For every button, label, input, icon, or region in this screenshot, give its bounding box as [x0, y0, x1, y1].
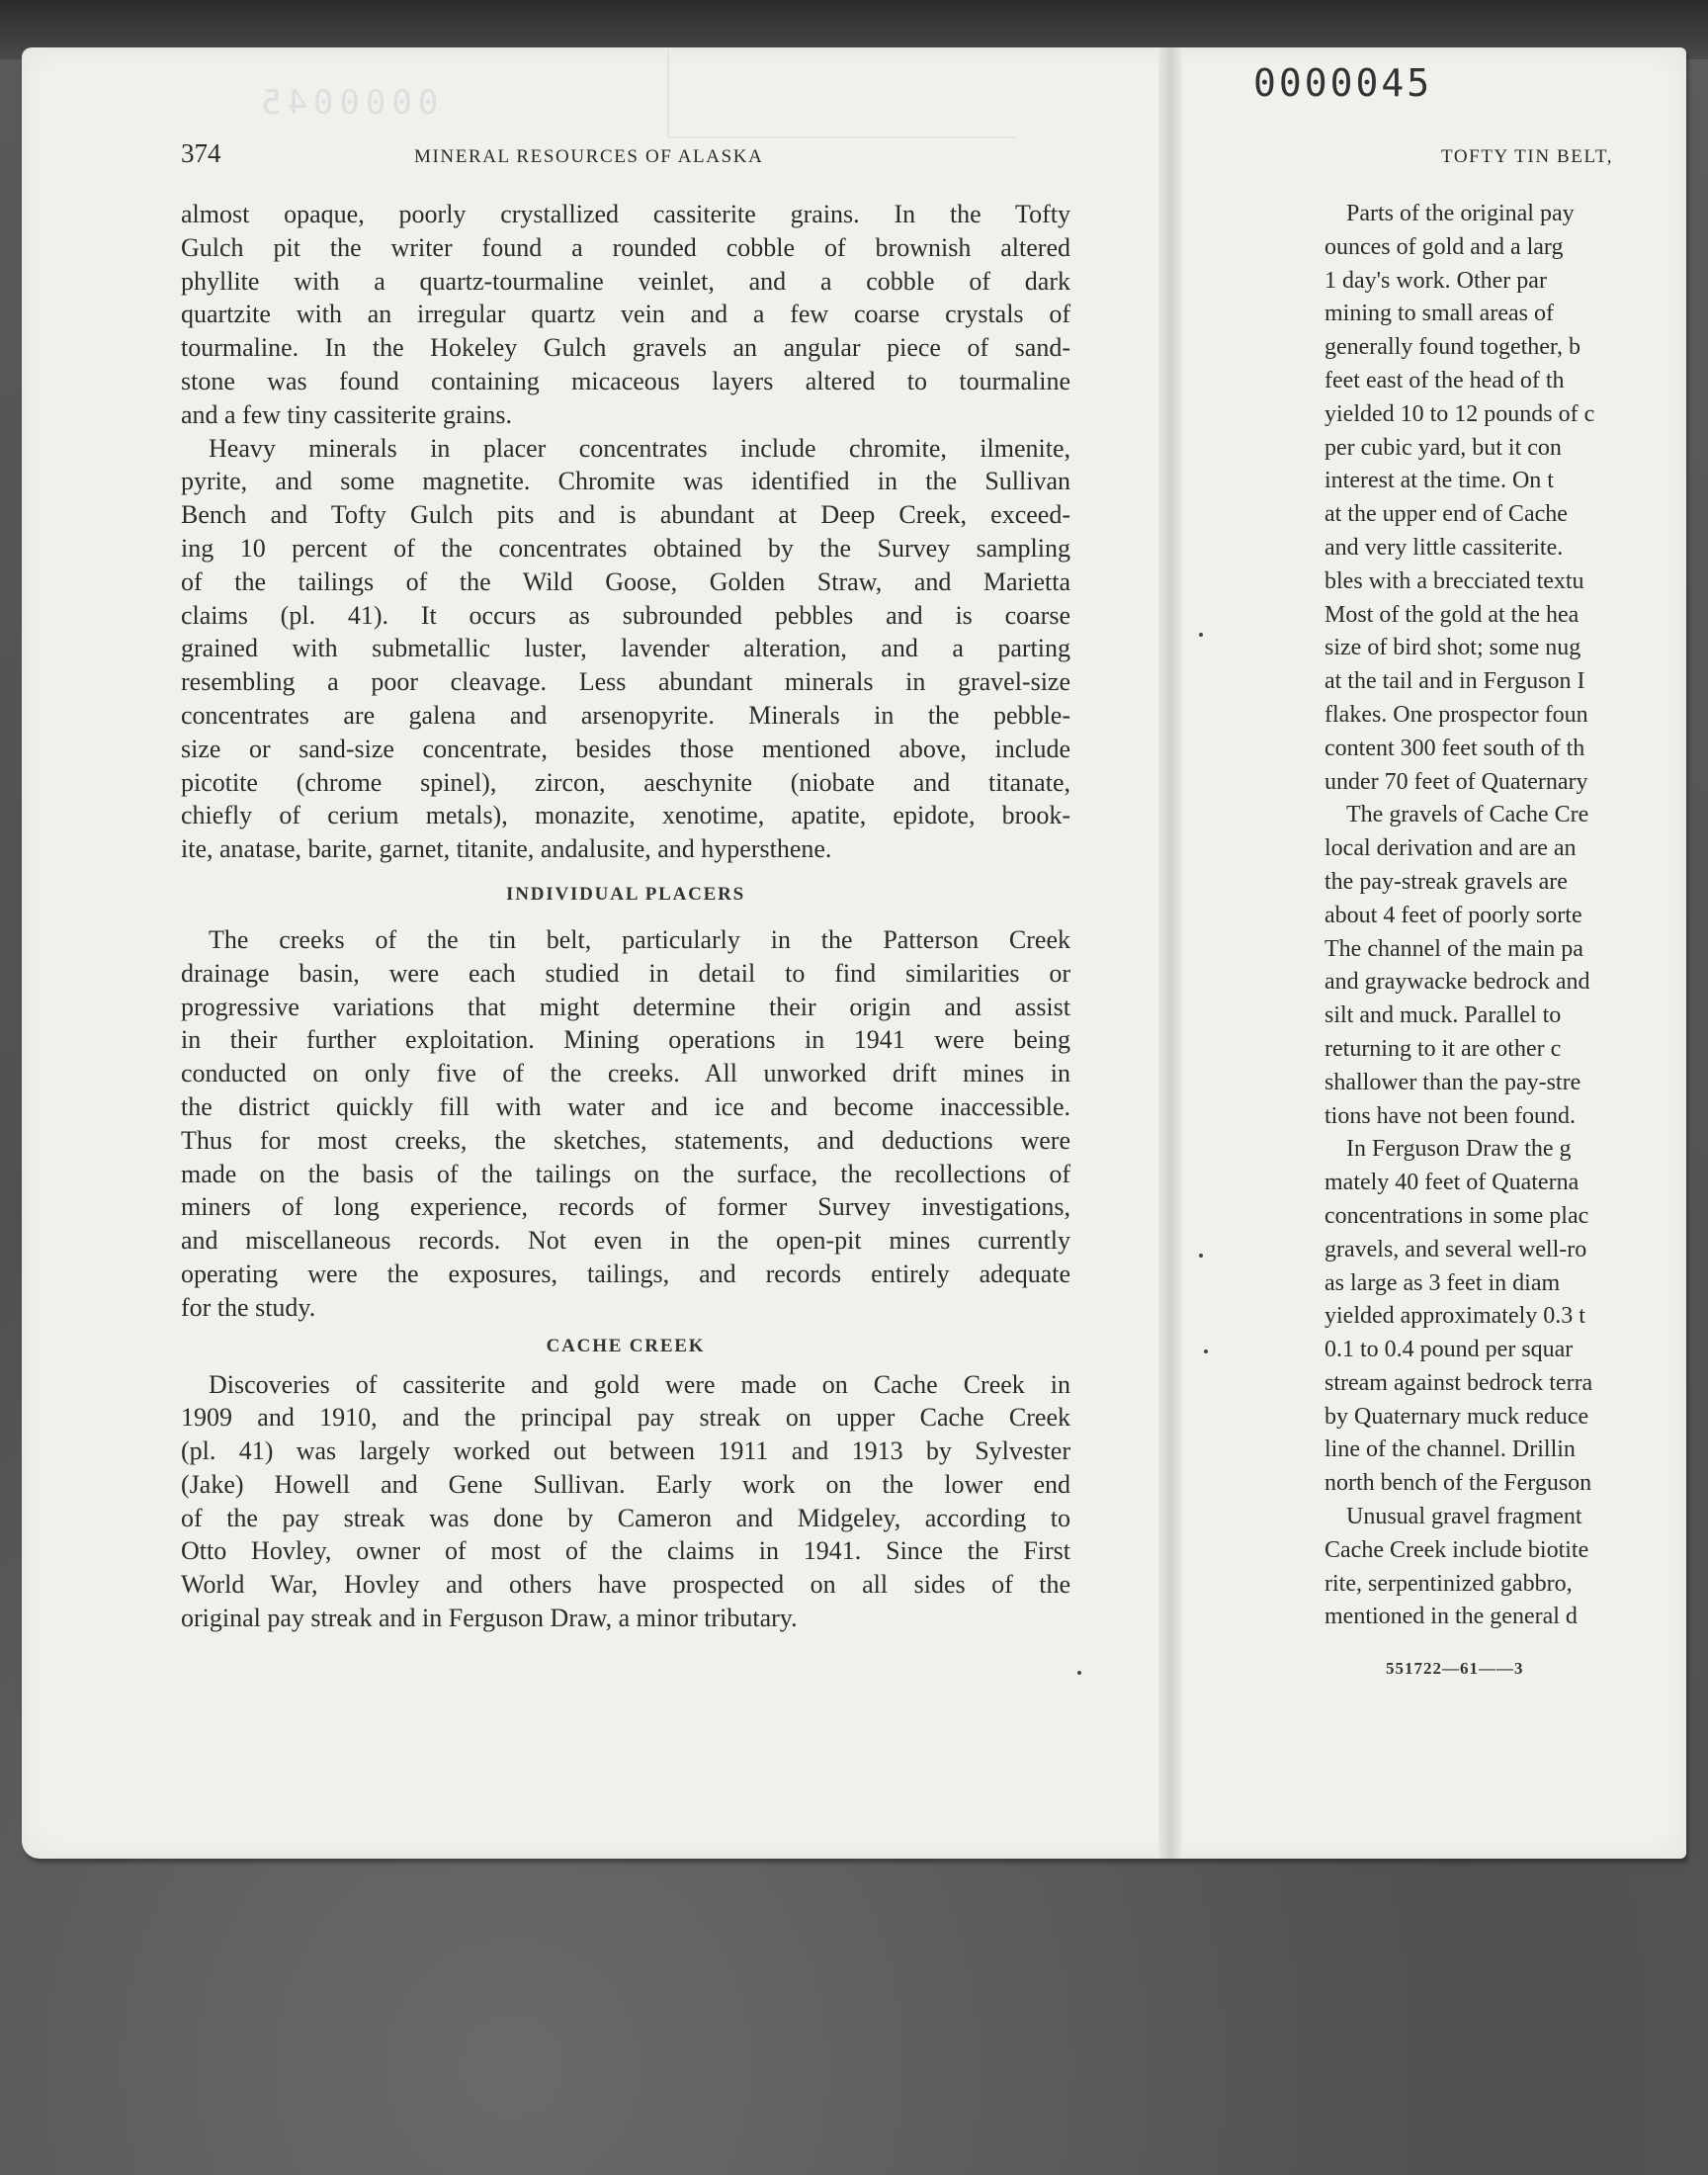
- right-text-line: 0.1 to 0.4 pound per squar: [1324, 1337, 1574, 1363]
- right-text-line: flakes. One prospector foun: [1324, 701, 1588, 728]
- right-text-line: returning to it are other c: [1324, 1035, 1562, 1062]
- text-line: 1909 and 1910, and the principal pay streak on upper Cache Creek: [181, 1403, 1070, 1433]
- paragraph-4: [181, 1368, 1070, 1635]
- text-line: almost opaque, poorly crystallized cassiterite grains. In the Tofty: [181, 200, 1070, 228]
- right-text-line: silt and muck. Parallel to: [1324, 1002, 1562, 1029]
- text-line: stone was found containing micaceous layers altered to tourmaline: [181, 366, 1070, 395]
- text-line: pyrite, and some magnetite. Chromite was identified in the Sullivan: [181, 467, 1070, 496]
- text-line: (pl. 41) was largely worked out between 1911 and 1913 by Sylvester: [181, 1436, 1070, 1466]
- text-line: the district quickly fill with water and ice and become inaccessible.: [181, 1091, 1070, 1121]
- document-number-stamp: 0000045: [1253, 61, 1433, 105]
- right-text-line: and graywacke bedrock and: [1324, 969, 1590, 996]
- right-text-line: tions have not been found.: [1324, 1102, 1576, 1129]
- paragraph-1: [181, 198, 1070, 432]
- text-line: ite, anatase, barite, garnet, titanite, andalusite, and hypersthene.: [181, 834, 832, 864]
- text-line: miners of long experience, records of former Survey investigations,: [181, 1192, 1070, 1222]
- text-line: Gulch pit the writer found a rounded cobble of brownish altered: [181, 232, 1070, 262]
- right-text-line: Cache Creek include biotite: [1324, 1536, 1589, 1563]
- right-text-line: yielded approximately 0.3 t: [1324, 1303, 1585, 1330]
- text-line: Discoveries of cassiterite and gold were made on Cache Creek in: [209, 1369, 1070, 1399]
- right-text-line: yielded 10 to 12 pounds of c: [1324, 400, 1595, 427]
- scan-speck: [1077, 1671, 1081, 1675]
- text-line: operating were the exposures, tailings, and records entirely adequate: [181, 1259, 1070, 1288]
- text-line: of the tailings of the Wild Goose, Golden Straw, and Marietta: [181, 566, 1070, 596]
- text-line: phyllite with a quartz-tourmaline veinlet, and a cobble of dark: [181, 266, 1070, 296]
- right-text-line: rite, serpentinized gabbro,: [1324, 1570, 1573, 1597]
- right-text-line: local derivation and are an: [1324, 835, 1577, 862]
- right-text-line: bles with a brecciated textu: [1324, 567, 1584, 594]
- right-text-line: the pay-streak gravels are: [1324, 868, 1568, 895]
- right-text-line: generally found together, b: [1324, 334, 1580, 361]
- right-text-line: shallower than the pay-stre: [1324, 1069, 1581, 1095]
- right-text-line: about 4 feet of poorly sorte: [1324, 902, 1582, 928]
- right-text-line: at the tail and in Ferguson I: [1324, 668, 1585, 695]
- right-text-line: Parts of the original pay: [1346, 201, 1575, 226]
- section-heading-individual-placers: INDIVIDUAL PLACERS: [506, 883, 745, 905]
- paragraph-2: [181, 432, 1070, 866]
- text-line: drainage basin, were each studied in detail to find similarities or: [181, 958, 1070, 988]
- right-text-line: stream against bedrock terra: [1324, 1369, 1593, 1396]
- page-gutter: [1158, 47, 1182, 1859]
- scan-speck: [1204, 1349, 1208, 1353]
- right-text-line: feet east of the head of th: [1324, 367, 1565, 393]
- right-text-line: under 70 feet of Quaternary: [1324, 768, 1588, 795]
- text-line: in their further exploitation. Mining operations in 1941 were being: [181, 1025, 1070, 1055]
- text-line: claims (pl. 41). It occurs as subrounded pebbles and is coarse: [181, 600, 1070, 630]
- text-line: picotite (chrome spinel), zircon, aeschynite (niobate and titanate,: [181, 767, 1070, 797]
- text-line: progressive variations that might determine their origin and assist: [181, 992, 1070, 1021]
- running-head: [181, 138, 1070, 178]
- text-line: (Jake) Howell and Gene Sullivan. Early work on the lower end: [181, 1469, 1070, 1499]
- text-line: original pay streak and in Ferguson Draw, a minor tributary.: [181, 1604, 798, 1633]
- right-text-line: Most of the gold at the hea: [1324, 601, 1580, 628]
- text-line: of the pay streak was done by Cameron and Midgeley, according to: [181, 1503, 1070, 1532]
- right-body-text: [1324, 198, 1700, 1634]
- right-text-line: at the upper end of Cache: [1324, 501, 1568, 528]
- right-text-line: concentrations in some plac: [1324, 1202, 1589, 1229]
- body-text: [181, 198, 1070, 1635]
- section-heading-cache-creek: CACHE CREEK: [546, 1335, 706, 1356]
- text-line: tourmaline. In the Hokeley Gulch gravels an angular piece of sand-: [181, 333, 1070, 363]
- text-line: Thus for most creeks, the sketches, statements, and deductions were: [181, 1125, 1070, 1155]
- right-text-line: The channel of the main pa: [1324, 935, 1583, 962]
- text-line: chiefly of cerium metals), monazite, xenotime, apatite, epidote, brook-: [181, 801, 1070, 830]
- right-text-line: mately 40 feet of Quaterna: [1324, 1170, 1580, 1196]
- right-text-line: mining to small areas of: [1324, 301, 1554, 327]
- right-text-line: by Quaternary muck reduce: [1324, 1403, 1589, 1430]
- right-text-line: size of bird shot; some nug: [1324, 635, 1581, 661]
- right-text-line: and very little cassiterite.: [1324, 534, 1564, 561]
- right-text-line: per cubic yard, but it con: [1324, 434, 1562, 461]
- paragraph-3: [181, 923, 1070, 1325]
- text-line: Heavy minerals in placer concentrates include chromite, ilmenite,: [209, 433, 1070, 463]
- right-text-line: content 300 feet south of th: [1324, 735, 1585, 761]
- right-text-line: ounces of gold and a larg: [1324, 233, 1564, 260]
- text-line: quartzite with an irregular quartz vein and a few coarse crystals of: [181, 300, 1070, 329]
- text-line: Otto Hovley, owner of most of the claims in 1941. Since the First: [181, 1536, 1070, 1566]
- text-line: Bench and Tofty Gulch pits and is abundant at Deep Creek, exceed-: [181, 500, 1070, 530]
- running-head-title: MINERAL RESOURCES OF ALASKA: [414, 146, 764, 167]
- text-line: for the study.: [181, 1292, 316, 1322]
- right-text-line: Unusual gravel fragment: [1346, 1504, 1582, 1530]
- text-line: ing 10 percent of the concentrates obtained by the Survey sampling: [181, 533, 1070, 563]
- scan-speck: [1199, 633, 1203, 637]
- text-line: The creeks of the tin belt, particularly in the Patterson Creek: [209, 924, 1070, 954]
- right-text-line: mentioned in the general d: [1324, 1604, 1578, 1630]
- right-text-line: line of the channel. Drillin: [1324, 1436, 1576, 1463]
- right-text-line: interest at the time. On t: [1324, 468, 1554, 494]
- text-line: and a few tiny cassiterite grains.: [181, 399, 512, 429]
- text-line: resembling a poor cleavage. Less abundant minerals in gravel-size: [181, 667, 1070, 697]
- right-text-line: north bench of the Ferguson: [1324, 1470, 1592, 1497]
- text-line: conducted on only five of the creeks. All unworked drift mines in: [181, 1059, 1070, 1088]
- bleed-through-stamp: 0000045: [255, 83, 439, 123]
- right-running-head: TOFTY TIN BELT,: [1441, 146, 1614, 167]
- left-page: [181, 0, 1070, 1859]
- page-number: 374: [181, 138, 221, 168]
- right-text-line: gravels, and several well-ro: [1324, 1236, 1587, 1262]
- text-line: size or sand-size concentrate, besides those mentioned above, include: [181, 734, 1070, 763]
- right-text-line: The gravels of Cache Cre: [1346, 802, 1589, 828]
- text-line: concentrates are galena and arsenopyrite. Minerals in the pebble-: [181, 700, 1070, 730]
- text-line: made on the basis of the tailings on the surface, the recollections of: [181, 1159, 1070, 1188]
- right-page: [1324, 0, 1700, 1859]
- right-text-line: as large as 3 feet in diam: [1324, 1269, 1561, 1296]
- text-line: World War, Hovley and others have prospected on all sides of the: [181, 1570, 1070, 1600]
- text-line: grained with submetallic luster, lavender alteration, and a parting: [181, 634, 1070, 663]
- right-text-line: In Ferguson Draw the g: [1346, 1136, 1572, 1163]
- text-line: and miscellaneous records. Not even in the open-pit mines currently: [181, 1226, 1070, 1256]
- right-text-line: 1 day's work. Other par: [1324, 267, 1547, 294]
- scan-speck: [1199, 1254, 1203, 1258]
- print-code-footnote: 551722—61——3: [1386, 1659, 1524, 1678]
